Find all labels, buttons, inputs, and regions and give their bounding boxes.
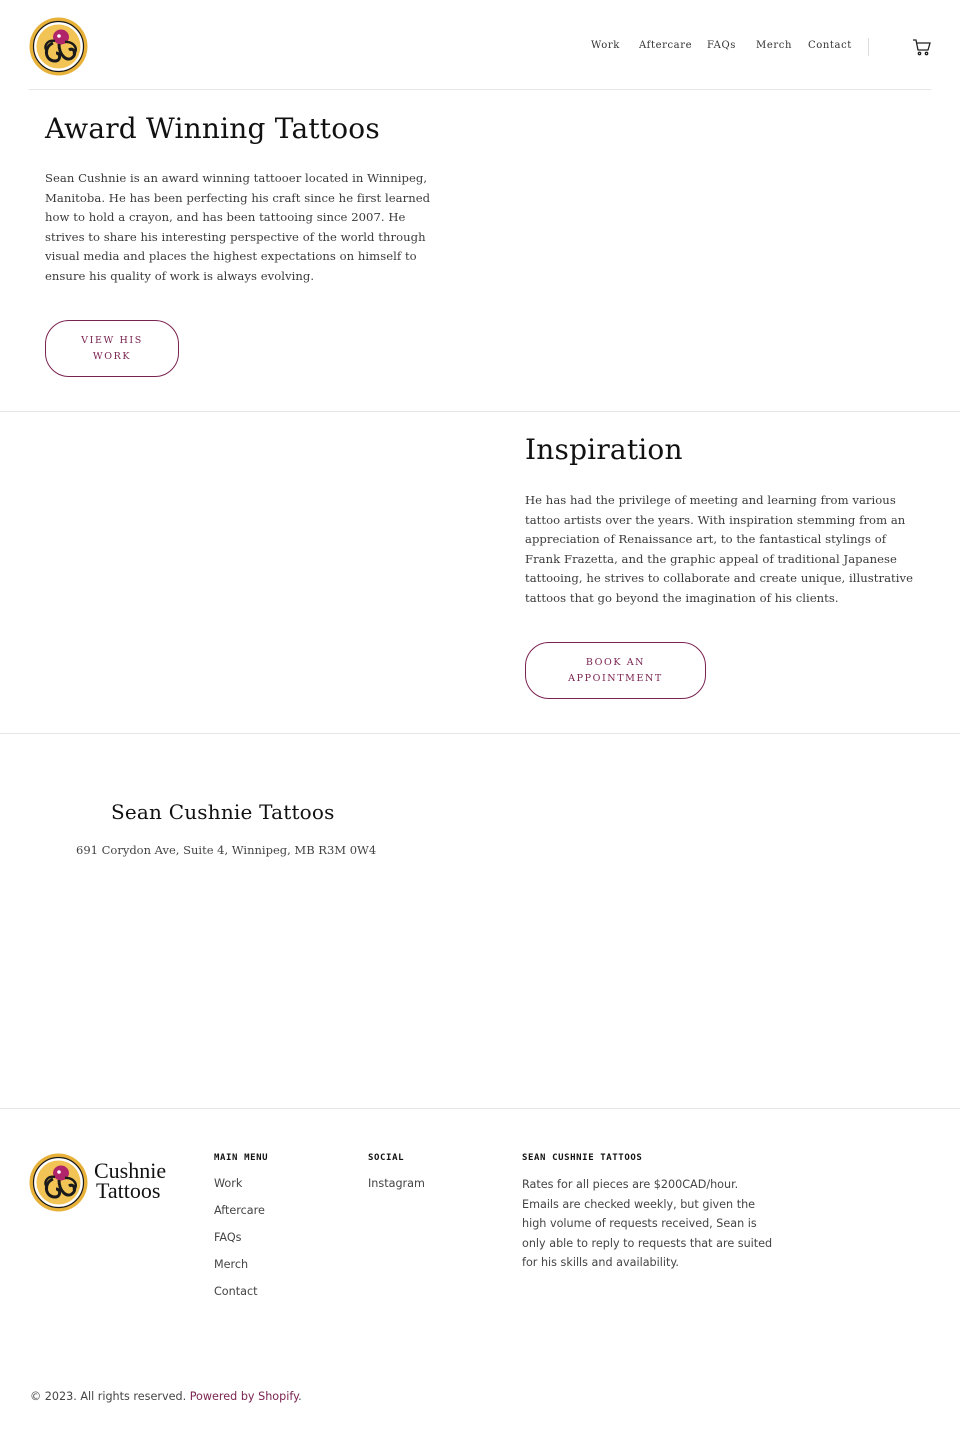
section-divider xyxy=(0,411,960,412)
footer-brand[interactable] xyxy=(94,1158,167,1203)
copyright xyxy=(30,1390,302,1403)
inspiration-body: He has had the privilege of meeting and learning from various tattoo artists over the years. With inspiration stemming from an appreciation of Renaissance art, to the fantastical stylings of Frank Frazetta, and the graphic appeal of traditional Japanese tattooing, he strives to collaborate and create unique, illustrative tattoos that go beyond the imagination of his clients. xyxy=(525,493,914,605)
nav-merch[interactable]: Merch xyxy=(756,40,792,51)
powered-by-link[interactable]: Powered by Shopify xyxy=(189,1390,299,1403)
about-title: Award Winning Tattoos xyxy=(45,112,380,145)
footer-brand-line1: Cushnie xyxy=(94,1158,167,1183)
footer-link-aftercare[interactable]: Aftercare xyxy=(214,1204,265,1217)
header-divider xyxy=(29,89,931,90)
section-divider xyxy=(0,733,960,734)
nav-faqs[interactable]: FAQs xyxy=(707,40,737,51)
info-heading: SEAN CUSHNIE TATTOOS xyxy=(522,1153,643,1163)
footer-brand-line2: Tattoos xyxy=(96,1178,161,1203)
main-menu-heading: MAIN MENU xyxy=(214,1153,269,1163)
studio-title: Sean Cushnie Tattoos xyxy=(111,800,335,824)
book-button-line1: BOOK AN xyxy=(585,656,646,668)
nav-divider xyxy=(868,38,869,56)
view-work-button[interactable] xyxy=(45,320,179,377)
copyright-text: © 2023. All rights reserved. xyxy=(30,1390,187,1403)
inspiration-title: Inspiration xyxy=(525,433,683,466)
about-body: Sean Cushnie is an award winning tattooer located in Winnipeg, Manitoba. He has been perfecting his craft since he first learned how to hold a crayon, and has been tattooing since 2007. He strives to share his interesting perspective of the world through visual media and places the highest expectations on himself to ensure his quality of work is always evolving. xyxy=(45,171,431,283)
footer-divider xyxy=(0,1108,960,1109)
view-work-button-line2: WORK xyxy=(92,350,132,362)
info-text: Rates for all pieces are $200CAD/hour. Emails are checked weekly, but given the high volume of requests received, Sean is only able to reply to requests that are suited for his skills and availability. xyxy=(522,1178,773,1270)
octopus-logo-icon[interactable] xyxy=(29,1153,88,1212)
view-work-button-line1: VIEW HIS xyxy=(81,334,143,346)
footer-link-faqs[interactable]: FAQs xyxy=(214,1231,242,1244)
footer-link-instagram[interactable]: Instagram xyxy=(368,1177,425,1190)
studio-address: 691 Corydon Ave, Suite 4, Winnipeg, MB R3M 0W4 xyxy=(76,843,377,857)
nav-work[interactable]: Work xyxy=(591,40,620,51)
book-button-line2: APPOINTMENT xyxy=(568,672,663,684)
book-appointment-button[interactable] xyxy=(525,642,706,699)
octopus-logo-icon[interactable] xyxy=(29,17,88,76)
nav-aftercare[interactable]: Aftercare xyxy=(639,40,693,51)
footer-link-merch[interactable]: Merch xyxy=(214,1258,249,1271)
site-header xyxy=(0,0,960,90)
footer-link-contact[interactable]: Contact xyxy=(214,1285,258,1298)
footer-link-work[interactable]: Work xyxy=(214,1177,243,1190)
nav-contact[interactable]: Contact xyxy=(808,40,852,51)
social-heading: SOCIAL xyxy=(368,1153,405,1163)
cart-icon[interactable] xyxy=(912,38,931,56)
copyright-period: . xyxy=(298,1390,302,1403)
